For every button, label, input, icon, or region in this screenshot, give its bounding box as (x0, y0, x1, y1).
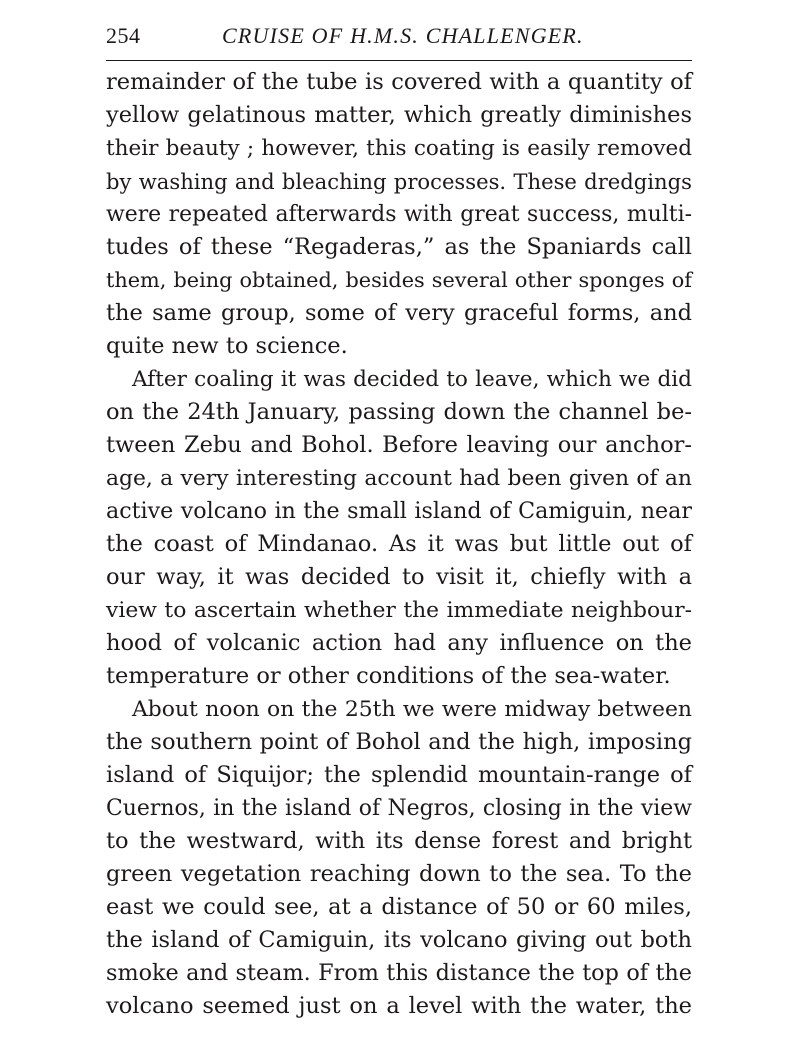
text-line: on the 24th January, passing down the channel be- (106, 399, 692, 425)
text-line: hood of volcanic action had any influence on the (106, 630, 692, 656)
text-line: About noon on the 25th we were midway between (132, 697, 692, 722)
text-line: east we could see, at a distance of 50 or 60 miles, (106, 894, 692, 920)
text-line: green vegetation reaching down to the sea. To the (106, 861, 692, 887)
text-line: After coaling it was decided to leave, which we did (132, 367, 692, 392)
text-line: tudes of these “Regaderas,” as the Spaniards call (106, 234, 692, 260)
text-line: yellow gelatinous matter, which greatly diminishes (106, 102, 692, 128)
text-line: temperature or other conditions of the sea-water. (106, 663, 671, 689)
text-line: Cuernos, in the island of Negros, closing in the view (106, 796, 692, 821)
text-line: them, being obtained, besides several other sponges of (106, 268, 692, 292)
running-title: CRUISE OF H.M.S. CHALLENGER. (222, 23, 584, 48)
text-line: volcano seemed just on a level with the water, the (106, 993, 692, 1019)
text-line: view to ascertain whether the immediate neighbour- (106, 598, 692, 623)
text-line: the southern point of Bohol and the high, imposing (106, 729, 692, 755)
running-head (106, 20, 692, 52)
text-line: the coast of Mindanao. As it was but little out of (106, 531, 692, 557)
text-line: the same group, some of very graceful forms, and (106, 300, 692, 326)
text-line: island of Siquijor; the splendid mountain-range of (106, 762, 692, 788)
body-text (106, 66, 692, 1023)
text-line: tween Zebu and Bohol. Before leaving our anchor- (106, 432, 692, 458)
text-line: quite new to science. (106, 333, 348, 359)
page-number: 254 (106, 23, 141, 48)
paragraph-3 (106, 693, 692, 1023)
text-line: remainder of the tube is covered with a quantity of (106, 69, 692, 95)
text-line: their beauty ; however, this coating is easily removed (106, 136, 692, 161)
text-line: were repeated afterwards with great success, multi- (106, 202, 692, 227)
paragraph-2 (106, 363, 692, 693)
text-line: active volcano in the small island of Camiguin, near (106, 498, 692, 524)
text-line: smoke and steam. From this distance the top of the (106, 960, 692, 986)
text-line: to the westward, with its dense forest and bright (106, 828, 692, 854)
text-line: the island of Camiguin, its volcano giving out both (106, 927, 692, 953)
paragraph-1 (106, 66, 692, 363)
text-line: our way, it was decided to visit it, chiefly with a (106, 564, 692, 590)
text-line: age, a very interesting account had been given of an (106, 466, 692, 491)
header-rule (106, 60, 692, 61)
text-line: by washing and bleaching processes. These dredgings (106, 169, 692, 194)
